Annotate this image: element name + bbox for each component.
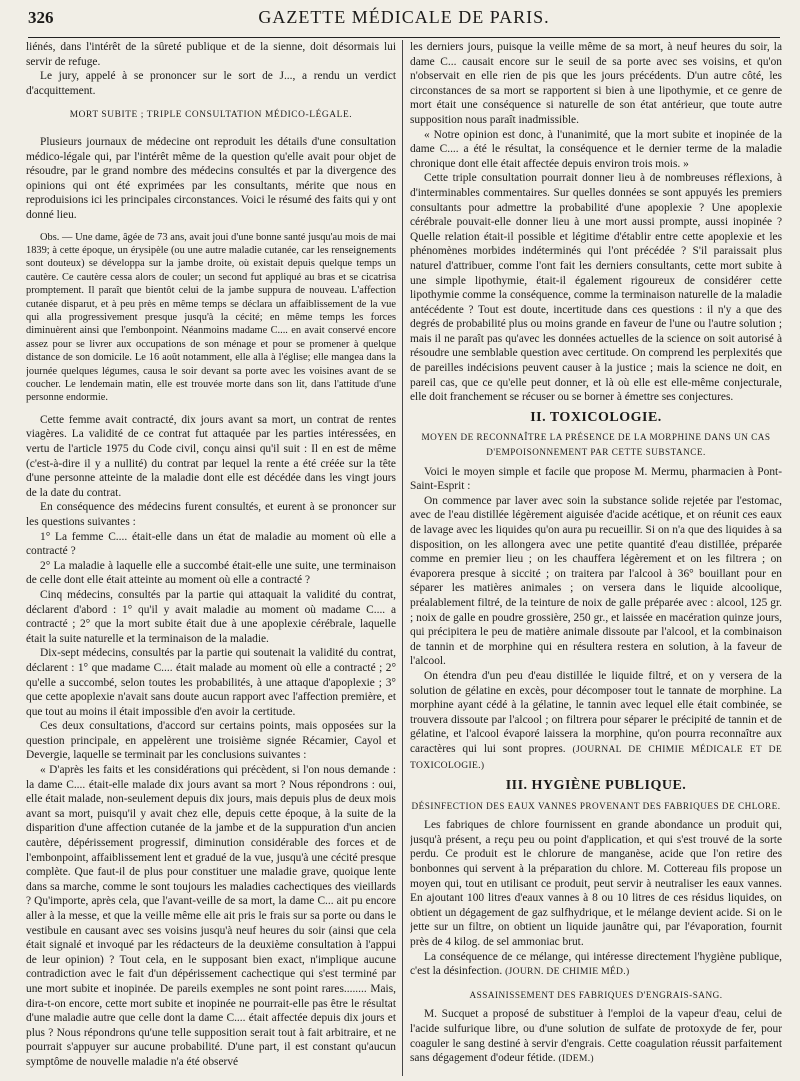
page-header [28, 4, 780, 34]
section-subheading: MOYEN DE RECONNAÎTRE LA PRÉSENCE DE LA MORPHINE DANS UN CAS D'EMPOISONNEMENT PAR CETTE SUBSTANCE. [421, 432, 771, 458]
paragraph: « Notre opinion est donc, à l'unanimité, que la mort subite et inopinée de la dame C.... a été le résultat, la conséquence et le dernier terme de la maladie chronique dont elle était affectée depuis environ trois mois. » [410, 128, 782, 170]
spacer [26, 223, 396, 231]
spacer [26, 405, 396, 413]
section-subheading: DÉSINFECTION DES EAUX VANNES PROVENANT DES FABRIQUES DE CHLORE. [411, 800, 781, 811]
paragraph: Cette triple consultation pourrait donner lieu à de nombreuses réflexions, à d'interminables commentaires. Sur quelles données se sont appuyés les premiers consultants pour admettre la probabilité d'une apoplexie ? Une apoplexie cérébrale pouvait-elle donner lieu à une mort aussi prompte, aussi inopinée ? Quelle relation était-il possible et légitime d'établir entre cette apoplexie et les phénomènes morbides indéterminés qui l'ont précédée ? S'il paraissait plus naturel d'attribuer, comme l'ont fait les derniers consultants, cette mort subite à une simple lipothymie, était-il également rigoureux de considérer cette lipothymie comme la conséquence, comme la terminaison naturelle de la maladie antécédente ? Tout est doute, incertitude dans ces questions : il n'y a que des degrés de probabilité plus ou moins grande en faveur de l'une ou l'autre solution ; mais il ne paraît pas qu'avec les données actuelles de la science on soit autorisé à résoudre une semblable question avec certitude. On comprend les perplexités que de pareilles indécisions peuvent causer à la justice ; mais la science ne doit, en pareil cas, que ce qu'elle peut donner, et là où elle est elle-même conjecturale, elle doit franchement se récuser ou se borner à émettre ses conjectures. [410, 172, 782, 404]
paragraph [410, 1007, 782, 1066]
paragraph: Cinq médecins, consultés par la partie qui attaquait la validité du contrat, déclarent d'abord : 1° qu'il y avait maladie au moment où madame C.... a contracté ; 2° que la mort subite était due à une apoplexie cérébrale, laquelle était la suite naturelle et la terminaison de la maladie. [26, 588, 396, 645]
section-heading: MORT SUBITE ; TRIPLE CONSULTATION MÉDICO-LÉGALE. [69, 110, 353, 121]
paragraph: Le jury, appelé à se prononcer sur le sort de J..., a rendu un verdict d'acquittement. [26, 70, 396, 97]
section-subheading: ASSAINISSEMENT DES FABRIQUES D'ENGRAIS-SANG. [469, 989, 723, 1000]
paragraph: Plusieurs journaux de médecine ont reproduit les détails d'une consultation médico-légale qui, par l'intérêt même de la question qu'elle avait pour objet de résoudre, par le grand nombre des médecins consultés et par la divergence des opinions qui ont été exprimées par les consultants, mérite que nous en reproduisions ici les principales circonstances. Voici le résumé des faits qui y ont donné lieu. [26, 135, 396, 221]
source-citation: (JOURNAL DE CHIMIE MÉDICALE ET DE TOXICOLOGIE.) [410, 743, 782, 771]
left-column [26, 40, 396, 1076]
right-column [410, 40, 782, 1076]
source-citation: (JOURN. DE CHIMIE MÉD.) [505, 966, 630, 978]
quotation-paragraph: « D'après les faits et les considérations qui précèdent, si l'on nous demande : la dame C.... était-elle malade dix jours avant sa mort ? Nous répondrons : oui, elle était malade, non-seulement depuis dix jours, mais depuis plus de deux mois avant sa mort, puisqu'il y avait chez elle, depuis cette époque, à la suite de la disparition d'une affection cutanée de la jambe et de la suppuration d'un ancien cautère, dépérissement progressif, diminution considérable des forces et de l'embonpoint, affaiblissement lent et gradué de la vue, jusqu'à une cécité presque complète. Que faut-il de plus pour constituer une maladie grave, quoique lente dans sa marche, comme le sont toujours les maladies cachectiques des vieillards ? Qu'importe, après cela, que l'avant-veille de sa mort, la dame C... ait pu encore aller à la messe, et que la veille même elle ait pris le frais sur sa porte ou dans le vestibule en causant avec ses voisins jusqu'à neuf heures du soir (ainsi que cela était signalé et invoqué par les rédacteurs de la deuxième consultation à l'appui de leur opinion) ? Tout cela, en le supposant bien exact, n'implique aucune contradiction avec le fait d'un dépérissement cachectique qui s'est terminé par une mort subite et inopinée. De pareils exemples ne sont point rares........ Mais, dira-t-on encore, cette mort subite et inopinée ne pourrait-elle pas être le résultat d'une maladie autre que celle dont la dame C.... était affectée depuis dix jours et plus ? Nous répondrons qu'une telle supposition serait tout à fait arbitraire, et ne pourrait s'appuyer sur aucune probabilité. D'une part, il est constant qu'aucun symptôme de nouvelle maladie n'a été observé [26, 764, 396, 1068]
header-rule [28, 37, 780, 38]
page-number: 326 [28, 8, 54, 27]
question-2: 2° La maladie à laquelle elle a succombé était-elle une suite, une terminaison de celle dont elle était atteinte au moment où elle a contracté ? [26, 559, 396, 587]
source-citation: (IDEM.) [558, 1053, 594, 1065]
paragraph: Dix-sept médecins, consultés par la partie qui soutenait la validité du contrat, déclarent : 1° que madame C.... était malade au moment où elle a contracté ; 2° qu'elle a succombé, selon toutes les probabilités, à une attaque d'apoplexie ; 3° que cette apoplexie n'avait sans doute aucun rapport avec l'affection première, et que tout au moins il était impossible d'en avoir la certitude. [26, 647, 396, 718]
observation-paragraph: Obs. — Une dame, âgée de 73 ans, avait joui d'une bonne santé jusqu'au mois de mai 1839; à cette époque, un érysipèle (ou une autre maladie cutanée, car les renseignements sont douteux) se développa sur la jambe droite, où existait depuis quelque temps un cautère. Ce cautère cessa alors de couler; un second fut appliqué au bras et se cicatrisa promptement. Il paraît que bientôt celui de la jambe suppura de nouveau. L'affection cutanée disparut, et à peu près en même temps se déclara un affaiblissement de la vue qui alla progressivement presque jusqu'à la cécité; en même temps les forces diminuèrent ainsi que l'embonpoint. Néanmoins madame C.... en avait conservé encore assez pour se livrer aux occupations de son ménage et pour se promener à quelque distance de son domicile. Le 16 août notamment, elle alla à l'église; elle mangea dans la journée quelques légumes, causa le soir devant sa porte avec les voisines avant de se coucher. Le lendemain matin, elle est trouvée morte dans son lit, dans l'attitude d'une personne endormie. [26, 231, 396, 404]
paragraph: liénés, dans l'intérêt de la sûreté publique et de la sienne, doit désormais lui servir de refuge. [26, 41, 396, 68]
paragraph: les derniers jours, puisque la veille même de sa mort, à neuf heures du soir, la dame C... causait encore sur le seuil de sa porte avec ses voisins, et qu'on n'observait en elle rien de pis que les jours précédents. D'un autre côté, les circonstances de sa mort se rapportent si bien à une lipothymie, et ce genre de mort était une conséquence si naturelle de son état antérieur, que toute autre supposition nous paraît inadmissible. [410, 41, 782, 126]
paragraph-text: On étendra d'un peu d'eau distillée le liquide filtré, et on y versera de la solution de gélatine en excès, pour décomposer tout le tannate de morphine. La morphine ayant cédé à la gélatine, le tannin avec lequel elle était combinée, se trouvera dissoute par l'alcool ; on filtrera pour séparer le précipité de tannin et de gélatine, et l'alcool évaporé laissera la morphine, qu'on pourra reconnaître aux caractères qui lui sont propres. [410, 669, 782, 755]
paragraph: On commence par laver avec soin la substance solide rejetée par l'estomac, avec de l'eau distillée légèrement aiguisée d'acide acétique, et on réunit ces eaux de lavage avec les liquides qu'on aura pu recueillir. Si on n'a que des liquides à sa disposition, on les allongera avec une petite quantité d'eau distillée, préparée comme en premier lieu ; on les chauffera légèrement et on les filtrera ; on évaporera presque à siccité ; on traitera par l'alcool à 36° bouillant pour en séparer les matières animales ; on versera dans le liquide alcoolique, préalablement filtré, de la teinture de noix de galle préparée avec : alcool, 125 gr. ; noix de galle en poudre grossière, 250 gr., et laissée en macération quinze jours, qui précipitera le peu de matière animale dissoute par l'alcool, et la combinaison de tannin et de morphine qui en résultera restera en solution, à la faveur de l'alcool. [410, 494, 782, 668]
section-title-toxicologie: II. TOXICOLOGIE. [530, 409, 662, 425]
paragraph: Cette femme avait contracté, dix jours avant sa mort, un contrat de rentes viagères. La validité de ce contrat fut attaquée par les parties intéressées, en vertu de l'article 1975 du Code civil, conçu ainsi qu'il suit : Il en est de même (c'est-à-dire il y a nullité) du contrat par lequel la rente a été créée sur la tête d'une personne atteinte de la maladie dont elle est décédée dans les vingt jours de la date du contrat. [26, 413, 396, 499]
journal-title: GAZETTE MÉDICALE DE PARIS. [258, 7, 550, 27]
column-divider [402, 40, 403, 1076]
paragraph [410, 669, 782, 773]
section-title-hygiene: III. HYGIÈNE PUBLIQUE. [505, 778, 687, 794]
paragraph [410, 950, 782, 980]
paragraph: Voici le moyen simple et facile que propose M. Mermu, pharmacien à Pont-Saint-Esprit : [410, 465, 782, 493]
paragraph-text: La conséquence de ce mélange, qui intéresse directement l'hygiène publique, c'est la désinfection. [410, 950, 782, 978]
paragraph: Les fabriques de chlore fournissent en grande abondance un produit qui, jusqu'à présent, a reçu peu ou point d'application, et qui s'est trouvé de la sorte perdu. Ce produit est le chlorure de manganèse, acide que l'on retire des bonbonnes qui servent à la préparation du chlore. M. Cottereau fils propose un moyen qui, tout en utilisant ce produit, peut servir à neutraliser les eaux vannes. En ajoutant 100 litres d'eaux vannes à 8 ou 10 litres de ces résidus liquides, on obtient un dégagement de gaz sulfhydrique, et le mélange devient acide. Si on le jette sur un filtre, on obtient un liquide jaunâtre qui, par l'évaporation, fournit près de 4 kilog. de sel ammoniac brut. [410, 819, 782, 949]
paragraph: En conséquence des médecins furent consultés, et eurent à se prononcer sur les questions suivantes : [26, 501, 396, 528]
paragraph: Ces deux consultations, d'accord sur certains points, mais opposées sur la question principale, en appelèrent une troisième signée Récamier, Cayol et Devergie, laquelle se terminait par les conclusions suivantes : [26, 720, 396, 762]
question-1: 1° La femme C.... était-elle dans un état de maladie au moment où elle a contracté ? [26, 530, 396, 558]
paragraph-text: M. Sucquet a proposé de substituer à l'emploi de la vapeur d'eau, celui de l'acide sulfurique libre, ou d'une solution de sulfate de protoxyde de fer, pour coaguler le sang destiné à servir d'engrais. Cette coagulation réussit parfaitement sans dégagement d'odeur fétide. [410, 1008, 782, 1065]
